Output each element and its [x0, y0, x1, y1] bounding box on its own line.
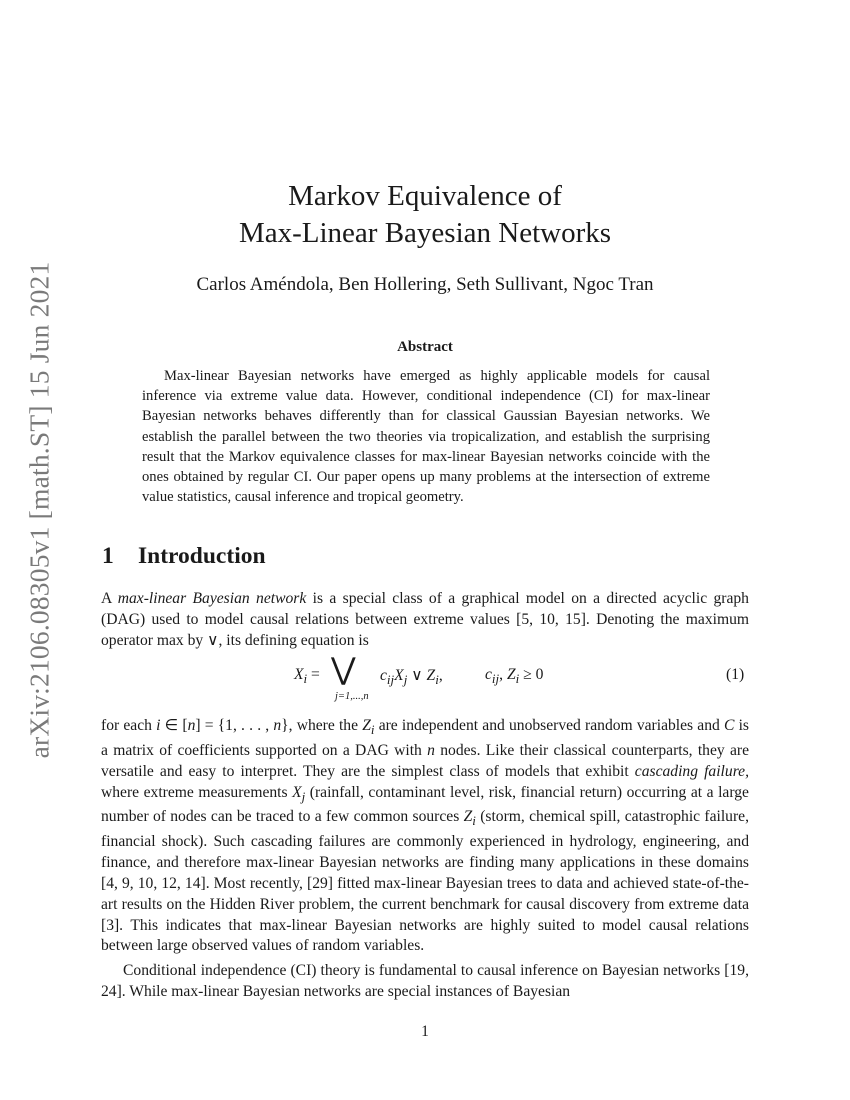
emphasized-term: max-linear Bayesian network: [117, 590, 307, 607]
emphasized-term: cascading failure,: [634, 762, 749, 780]
intro-paragraph-3: Conditional independence (CI) theory is fundamental to causal inference on Bayesian networks [19, 24]. While max-linear Bayesian networks are special instances of Bayesian: [101, 962, 749, 1000]
author-list: Carlos Améndola, Ben Hollering, Seth Sullivant, Ngoc Tran: [196, 274, 654, 295]
equation-lhs: $X_i$ =: [294, 666, 320, 687]
title-line-1: Markov Equivalence of: [288, 180, 562, 212]
text-run: is a special class of a graphical model on a directed acyclic graph (DAG) used to model causal relations between extreme values [5, 10, 15]. Denoting the maximum operator max by ∨, its defining equation is: [101, 590, 749, 649]
big-max-operator: ⋁: [331, 653, 356, 686]
intro-paragraph-2: for each i ∈ [n] = {1, . . . , n}, where the $Z_i$ are independent and unobserved random variables and C is a matrix of coefficients supported on a DAG with n nodes. Like their classical counterparts, they are versatile and easy to interpret. They are the simplest class of models that exhibit cascading failure, where extreme measurements $X_j$ (rainfall, contaminant level, risk, financial return) occurring at a large number of nodes can be traced to a few common sources $Z_i$ (storm, chemical spill, catastrophic failure, financial shock). Such cascading failures are commonly experienced in hydrology, engineering, and finance, and therefore max-linear Bayesian networks are finding many applications in these domains [4, 9, 10, 12, 14]. Most recently, [29] fitted max-linear Bayesian trees to data and achieved state-of-the-art results on the Hidden River problem, the current benchmark for causal discovery from extreme data [3]. This indicates that max-linear Bayesian networks are highly suited to model causal relations between large observed values of random variables.: [101, 717, 750, 955]
big-operator-subscript: j=1,...,n: [335, 691, 369, 702]
equation-rhs: $c_{ij}X_j$ ∨ $Z_i$,: [380, 667, 443, 688]
equation-number: (1): [726, 666, 745, 683]
section-title: Introduction: [138, 543, 266, 569]
intro-paragraph-1: [101, 589, 749, 651]
title-line-2: Max-Linear Bayesian Networks: [238, 217, 612, 249]
arxiv-identifier: arXiv:2106.08305v1 [math.ST] 15 Jun 2021: [23, 261, 55, 759]
equation-1: [0, 653, 850, 706]
abstract-body: Max-linear Bayesian networks have emerged as highly applicable models for causal inference via extreme value data. However, conditional independence (CI) for max-linear Bayesian networks behaves differently than for classical Gaussian Bayesian networks. We establish the parallel between the two theories via tropicalization, and establish the surprising result that the Markov equivalence classes for max-linear Bayesian networks coincide with the ones obtained by regular CI. Our paper opens up many problems at the intersection of extreme value statistics, causal inference and tropical geometry.: [142, 368, 710, 506]
equation-condition: $c_{ij}$, $Z_i \ge 0$: [485, 666, 544, 687]
text-run: A: [101, 590, 118, 607]
page-number: 1: [421, 1023, 429, 1040]
section-heading: [102, 543, 266, 570]
abstract-heading: Abstract: [397, 339, 453, 355]
paper-title: [0, 178, 850, 252]
section-number: 1: [102, 543, 114, 569]
